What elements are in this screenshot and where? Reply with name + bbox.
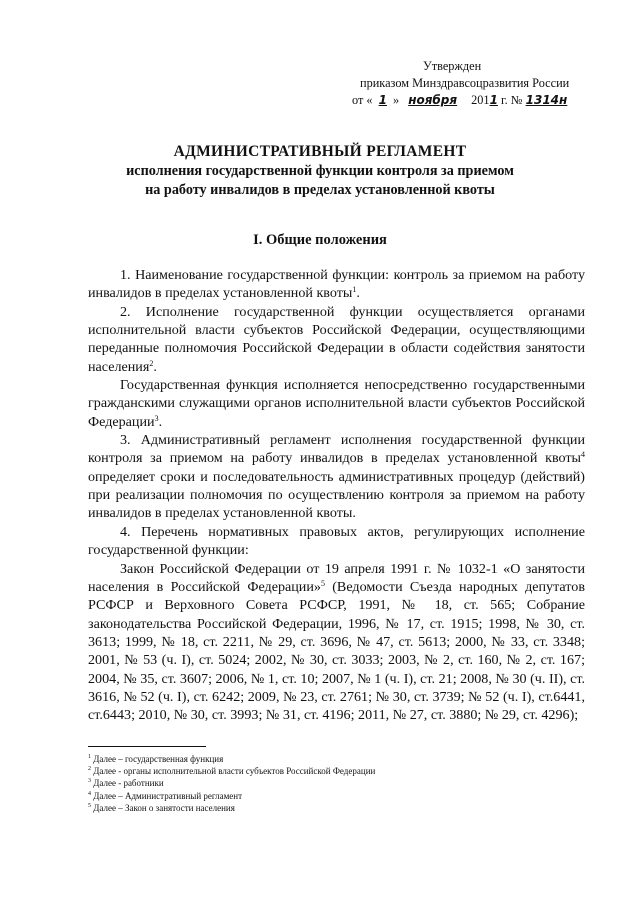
footnotes <box>88 753 488 814</box>
handwritten-day: 1 <box>378 93 387 107</box>
paragraph-6-text-cont: (Ведомости Съезда народных депутатов РСФСР и Верховного Совета РСФСР, 1991, № 18, ст. 565; Собрание законодательства Российской Федерации, 1996, № 17, ст. 1915; 1998, № 30, ст. 3613; 1999, № 18, ст. 2211, № 29, ст. 3696, № 47, ст. 5613; 2000, № 33, ст. 3348; 2001, № 53 (ч. I), ст. 5024; 2002, № 30, ст. 3033; 2003, № 2, ст. 160, № 2, ст. 167; 2004, № 35, ст. 3607; 2006, № 1, ст. 10; 2007, № 1 (ч. I), ст. 21; 2008, № 30 (ч. II), ст. 3616, № 52 (ч. I), ст. 6242; 2009, № 23, ст. 2761; № 30, ст. 3739; № 52 (ч. I), ст.6441, ст.6443; 2010, № 30, ст. 3993; № 31, ст. 4196; 2011, № 27, ст. 3880; № 29, ст. 4296); <box>88 578 585 724</box>
footnote-item <box>88 802 488 814</box>
paragraph-3-text: Государственная функция исполняется непосредственно государственными гражданскими служащими органов исполнительной власти субъектов Российской Федерации <box>88 377 585 430</box>
paragraph-2-text: 2. Исполнение государственной функции осуществляется органами исполнительной власти субъектов Российской Федерации, осуществляющими переданные полномочия Российской Федерации в области содействия занятости населения <box>88 303 585 375</box>
paragraph-1-end: . <box>356 285 360 302</box>
year-suffix: г. № <box>497 93 523 107</box>
title-line2: исполнения государственной функции контроля за приемом <box>126 163 514 179</box>
footnote-item <box>88 777 488 789</box>
footnote-item <box>88 765 488 777</box>
handwritten-month: ноября <box>408 93 458 107</box>
footnote-text: Далее – государственная функция <box>91 754 224 764</box>
document-title <box>0 142 640 200</box>
footnote-number: 1 <box>88 754 91 760</box>
handwritten-year-digit: 1 <box>489 93 498 107</box>
footnote-ref: 5 <box>320 578 325 588</box>
footnote-divider <box>88 746 206 747</box>
title-line3: на работу инвалидов в пределах установленной квоты <box>145 182 495 198</box>
footnote-number: 2 <box>88 766 91 773</box>
paragraph-4-text: 3. Административный регламент исполнения государственной функции контроля за приемом на работу инвалидов в пределах установленной квоты <box>88 432 585 467</box>
footnote-text: Далее - органы исполнительной власти субъектов Российской Федерации <box>91 766 376 777</box>
paragraph-2 <box>88 303 585 376</box>
footnote-item <box>88 753 488 765</box>
paragraph-6 <box>88 560 585 725</box>
footnote-ref: 1 <box>352 285 357 295</box>
footnote-text: Далее – Административный регламент <box>91 790 243 801</box>
approval-date-line <box>352 92 602 109</box>
paragraph-3 <box>88 376 585 431</box>
document-body <box>88 266 585 725</box>
title-line1: АДМИНИСТРАТИВНЫЙ РЕГЛАМЕНТ <box>173 143 467 160</box>
footnote-number: 3 <box>88 778 91 785</box>
date-prefix: от « <box>352 93 373 107</box>
paragraph-1 <box>88 266 585 303</box>
date-mid: » <box>392 93 400 107</box>
footnote-number: 5 <box>88 802 91 809</box>
footnote-ref: 2 <box>149 358 154 368</box>
approval-stamp <box>352 58 602 109</box>
paragraph-2-end: . <box>153 358 157 375</box>
year-prefix: 201 <box>471 93 490 107</box>
footnote-number: 4 <box>88 790 91 797</box>
paragraph-5: 4. Перечень нормативных правовых актов, регулирующих исполнение государственной функции: <box>88 523 585 559</box>
paragraph-6-text: Закон Российской Федерации от 19 апреля 1991 г. № 1032-1 «О занятости населения в Российской Федерации» <box>88 560 585 595</box>
approval-line2: приказом Минздравсоцразвития России <box>360 76 570 90</box>
footnote-ref: 4 <box>581 450 585 460</box>
section-title: I. Общие положения <box>253 232 387 248</box>
footnote-text: Далее – Закон о занятости населения <box>91 802 235 813</box>
paragraph-1-text: 1. Наименование государственной функции: контроль за приемом на работу инвалидов в пределах установленной квоты <box>88 267 585 302</box>
footnote-text: Далее - работники <box>91 778 164 789</box>
approval-line1: Утвержден <box>423 59 482 73</box>
paragraph-4 <box>88 431 585 523</box>
paragraph-3-end: . <box>158 413 163 430</box>
paragraph-4-text-cont: определяет сроки и последовательность административных процедур (действий) при реализации полномочия по осуществлению контроля за приемом на работу инвалидов в пределах установленной квоты. <box>88 468 585 522</box>
footnote-item <box>88 790 488 802</box>
footnote-ref: 3 <box>154 413 159 423</box>
handwritten-order-number: 1314н <box>525 93 568 107</box>
